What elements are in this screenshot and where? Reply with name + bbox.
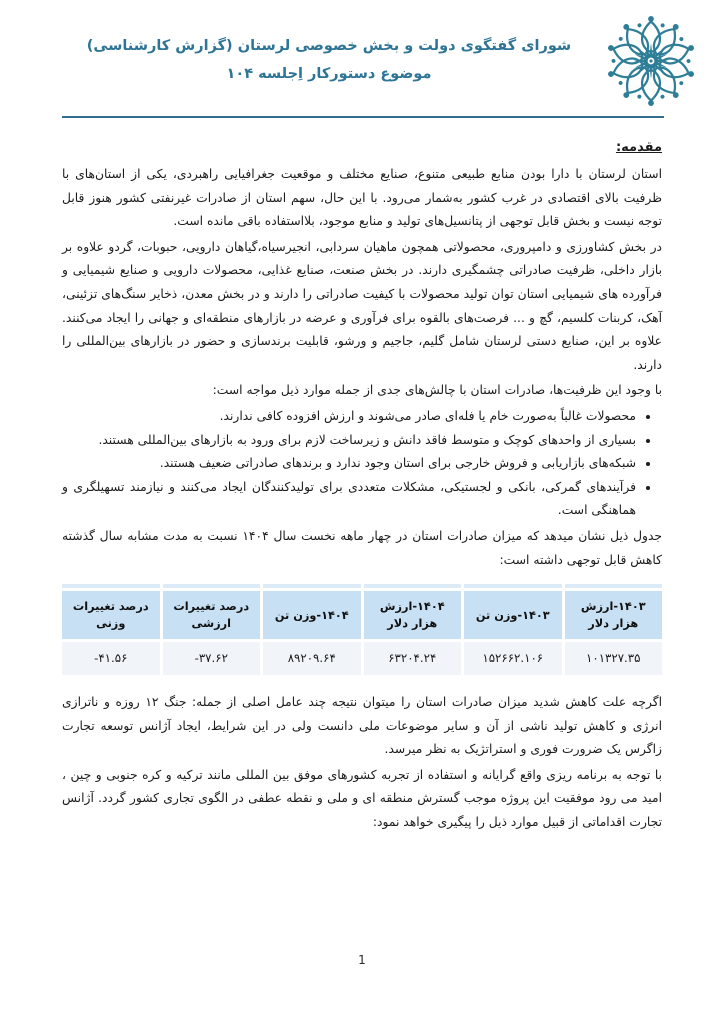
document-body xyxy=(0,118,724,835)
challenges-list xyxy=(62,405,662,523)
table-value-1403-weight: ۱۵۲۶۶۲.۱۰۶ xyxy=(464,642,562,675)
page-footer xyxy=(0,949,724,968)
table-header-1404-weight: ۱۴۰۴-وزن تن xyxy=(263,591,361,639)
paragraph-outlook: با توجه به برنامه ریزی واقع گرایانه و استفاده از تجربه کشورهای موفق بین المللی مانند ترکیه و کره جنوبی و چین ، امید می رود موفقیت این پروژه موجب گسترش منطقه ای و ملی و نقطه عطفی در الگوی تجاری کشور گردد. آژانس تجارت اقداماتی از قبیل موارد ذیل را پیگیری خواهد نمود: xyxy=(62,767,662,829)
exports-table xyxy=(62,584,662,675)
table-header-1404-value: ۱۴۰۴-ارزش هزار دلار xyxy=(364,591,462,639)
table-top-strip xyxy=(62,584,160,588)
table-value-weight-change: -۴۱.۵۶ xyxy=(62,642,160,675)
table-value-1404-value: ۶۳۲۰۴.۲۴ xyxy=(364,642,462,675)
table-value-1403-value: ۱۰۱۳۲۷.۳۵ xyxy=(565,642,663,675)
report-header xyxy=(0,0,724,108)
table-value-value-change: -۳۷.۶۲ xyxy=(163,642,261,675)
table-header-value-change: درصد تغییرات ارزشی xyxy=(163,591,261,639)
table-top-strip xyxy=(364,584,462,588)
header-title-line1: شورای گفتگوی دولت و بخش خصوصی لرستان (گزارش کارشناسی) xyxy=(86,38,572,55)
table-header-1403-weight: ۱۴۰۳-وزن تن xyxy=(464,591,562,639)
chamber-logo-icon xyxy=(604,14,698,108)
challenge-item: • محصولات غالباً به‌صورت خام یا فله‌ای صادر می‌شوند و ارزش افزوده کافی ندارند. xyxy=(62,405,636,429)
header-title-block xyxy=(60,33,598,88)
table-header-weight-change: درصد تغییرات وزنی xyxy=(62,591,160,639)
challenge-item: • شبکه‌های بازاریابی و فروش خارجی برای استان وجود ندارد و برندهای صادراتی ضعیف هستند. xyxy=(62,452,636,476)
table-intro: جدول ذیل نشان میدهد که میزان صادرات استان در چهار ماهه نخست سال ۱۴۰۴ نسبت به مدت مشابه سال گذشته کاهش قابل توجهی داشته است: xyxy=(62,529,663,567)
challenge-item: • فرآیندهای گمرکی، بانکی و لجستیکی، مشکلات متعددی برای تولیدکنندگان ایجاد می‌کنند و نیازمند تسهیلگری و هماهنگی است. xyxy=(62,476,636,523)
table-top-strip xyxy=(263,584,361,588)
challenges-intro: با وجود این ظرفیت‌ها، صادرات استان با چالش‌های جدی از جمله موارد ذیل مواجه است: xyxy=(212,383,662,398)
intro-heading: مقدمه: xyxy=(615,140,662,155)
paragraph-sectors: در بخش کشاورزی و دامپروری، محصولاتی همچون ماهیان سردابی، انجیرسیاه،گیاهان دارویی، حبوبات، گردو علاوه بر بازار داخلی، ظرفیت صادراتی چشمگیری دارند. در بخش صنعت، صنایع غذایی، محصولات دارویی و صنایع شیمیایی و فرآورده های شیمیایی استان توان تولید محصولات با کیفیت صادراتی را دارند و در بخش معدن، ذخایر سنگ‌های تزئینی، آهک، کربنات کلسیم، گچ و ... فرصت‌های بالقوه برای فرآوری و عرضه در بازارهای منطقه‌ای و جهانی را ایجاد می‌کنند. علاوه بر این، صنایع دستی لرستان شامل گلیم، جاجیم و ورشو، قابلیت برندسازی و حضور در بازارهای بین‌المللی را دارند. xyxy=(62,239,662,372)
table-header-1403-value: ۱۴۰۳-ارزش هزار دلار xyxy=(565,591,663,639)
table-top-strip xyxy=(565,584,663,588)
challenge-item: • بسیاری از واحدهای کوچک و متوسط فاقد دانش و زیرساخت لازم برای ورود به بازارهای بین‌المللی هستند. xyxy=(62,429,636,453)
page-number: 1 xyxy=(358,953,366,967)
paragraph-cause: اگرچه علت کاهش شدید میزان صادرات استان را میتوان نتیجه چند عامل اصلی از جمله: جنگ ۱۲ روزه و ناترازی انرژی و کاهش تولید ناشی از آن و سایر موضوعات ملی دانست ولی در این شرایط، ایجاد آژانس توسعه تجارت زاگرس یک ضرورت فوری و استراتژیک به نظر میرسد. xyxy=(62,694,662,757)
header-title-line2: موضوع دستورکار اِجلسه ۱۰۴ xyxy=(226,66,432,82)
table-value-1404-weight: ۸۹۲۰۹.۶۴ xyxy=(263,642,361,675)
table-top-strip xyxy=(464,584,562,588)
table-top-strip xyxy=(163,584,261,588)
paragraph-intro: استان لرستان با دارا بودن منابع طبیعی متنوع، صنایع مختلف و موقعیت جغرافیایی راهبردی، یکی از استان‌های با ظرفیت بالای اقتصادی در غرب کشور به‌شمار می‌رود. با این حال، سهم استان از صادرات غیرنفتی کشور هنوز قابل توجه نیست و بخش قابل توجهی از پتانسیل‌های تولید و منابع موجود، بلااستفاده باقی مانده است. xyxy=(62,166,662,229)
